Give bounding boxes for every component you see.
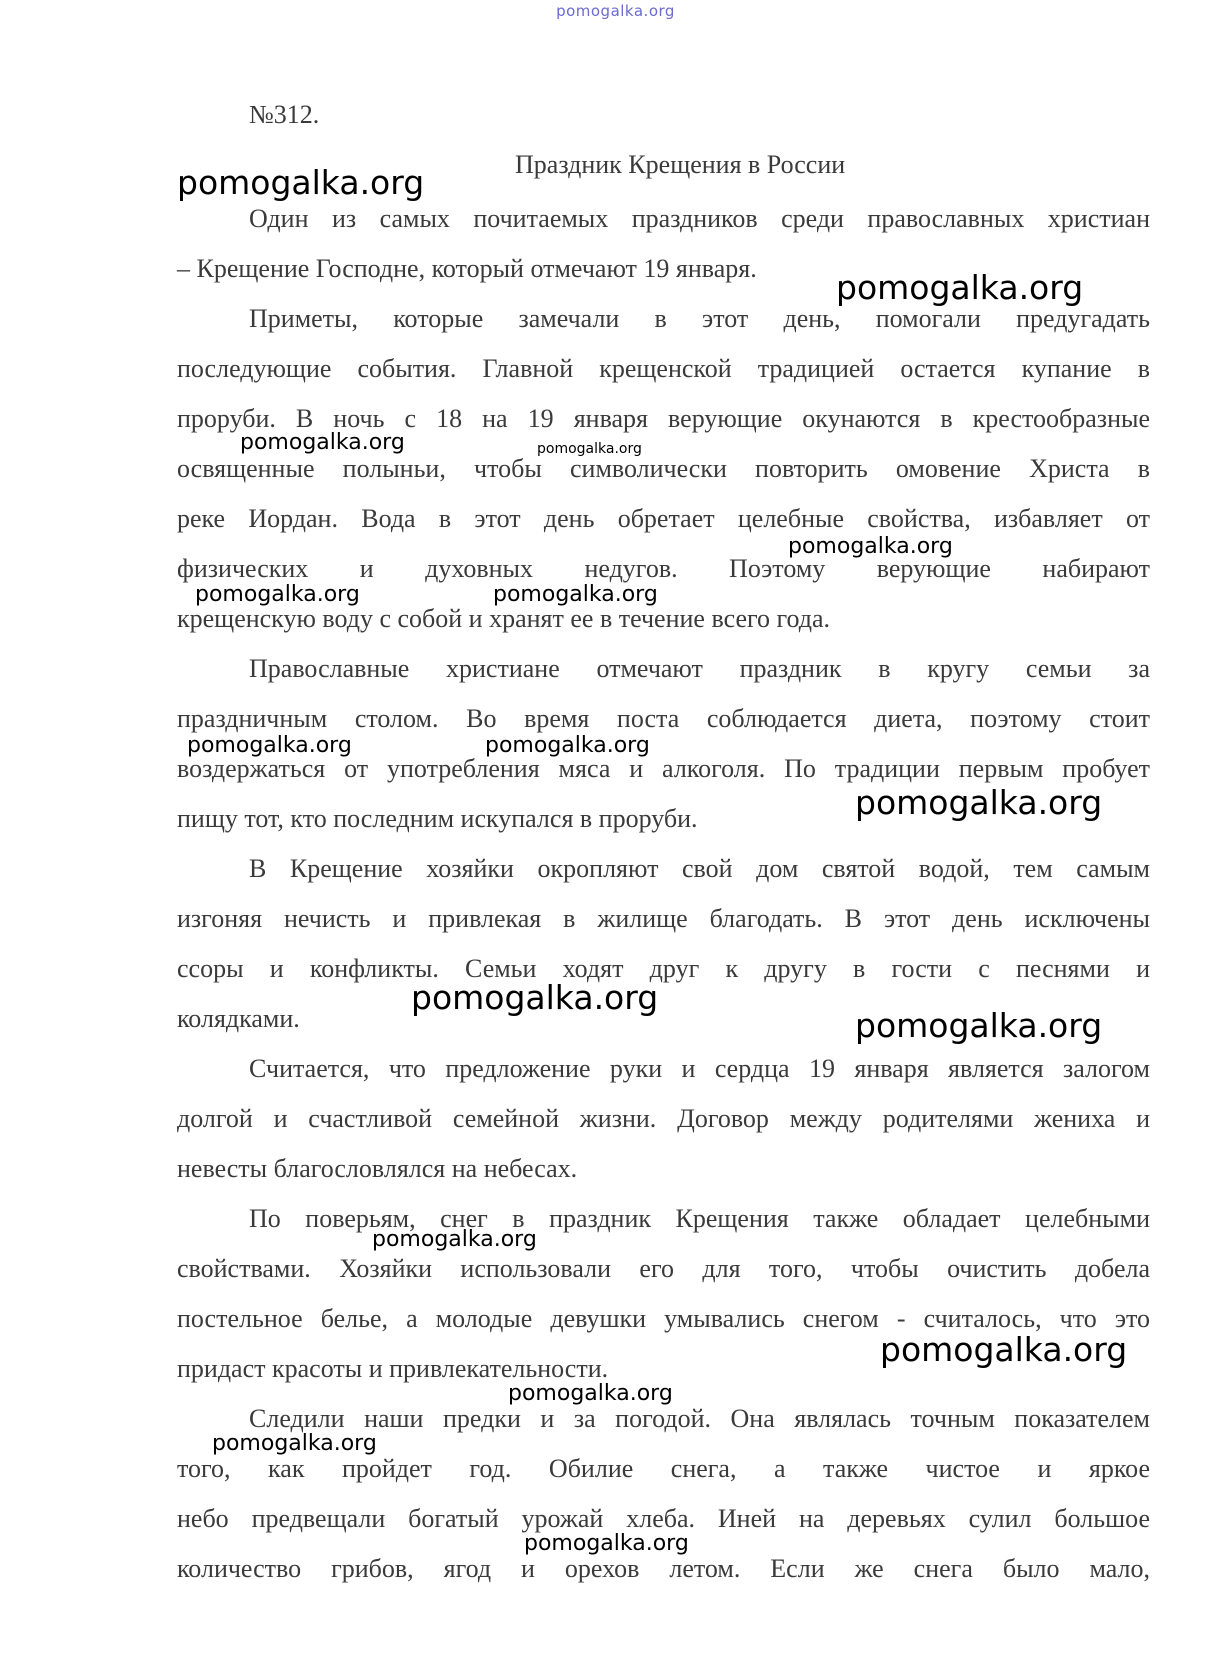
watermark-text: pomogalka.org [855,783,1103,822]
text-line: последующие события. Главной крещенской традицией остается купание в [177,354,1150,383]
watermark-text: pomogalka.org [788,534,953,559]
text-line: количество грибов, ягод и орехов летом. Если же снега было мало, [177,1554,1150,1583]
exercise-number: №312. [249,100,320,129]
text-line: праздничным столом. Во время поста соблюдается диета, поэтому стоит [177,704,1150,733]
watermark-text: pomogalka.org [524,1531,689,1556]
watermark-text: pomogalka.org [411,978,659,1017]
text-line: долгой и счастливой семейной жизни. Договор между родителями жениха и [177,1104,1150,1133]
watermark-text: pomogalka.org [195,582,360,607]
text-line: придаст красоты и привлекательности. [177,1354,609,1383]
watermark-text: pomogalka.org [493,582,658,607]
text-line: Приметы, которые замечали в этот день, помогали предугадать [249,304,1150,333]
text-line: реке Иордан. Вода в этот день обретает целебные свойства, избавляет от [177,504,1150,533]
text-line: ссоры и конфликты. Семьи ходят друг к другу в гости с песнями и [177,954,1150,983]
text-line: постельное белье, а молодые девушки умывались снегом - считалось, что это [177,1304,1150,1333]
watermark-text: pomogalka.org [240,430,405,455]
text-line: По поверьям, снег в праздник Крещения также обладает целебными [249,1204,1150,1233]
text-line: крещенскую воду с собой и хранят ее в течение всего года. [177,604,831,633]
text-line: пищу тот, кто последним искупался в проруби. [177,804,698,833]
text-line: Следили наши предки и за погодой. Она являлась точным показателем [249,1404,1150,1433]
watermark-text: pomogalka.org [537,441,642,457]
text-line: – Крещение Господне, который отмечают 19 января. [177,254,757,283]
watermark-text: pomogalka.org [485,733,650,758]
watermark-text: pomogalka.org [836,268,1084,307]
text-line: В Крещение хозяйки окропляют свой дом святой водой, тем самым [249,854,1150,883]
watermark-text: pomogalka.org [855,1006,1103,1045]
text-line: небо предвещали богатый урожай хлеба. Иней на деревьях сулил большое [177,1504,1150,1533]
text-line: освященные полыньи, чтобы символически повторить омовение Христа в [177,454,1150,483]
header-site-link[interactable]: pomogalka.org [556,2,675,20]
text-line: воздержаться от употребления мяса и алкоголя. По традиции первым пробует [177,754,1150,783]
text-line: невесты благословлялся на небесах. [177,1154,578,1183]
text-line: свойствами. Хозяйки использовали его для того, чтобы очистить добела [177,1254,1150,1283]
text-line: колядками. [177,1004,300,1033]
watermark-text: pomogalka.org [372,1227,537,1252]
watermark-text: pomogalka.org [212,1431,377,1456]
text-line: Один из самых почитаемых праздников среди православных христиан [249,204,1150,233]
document-title: Праздник Крещения в России [515,150,846,179]
watermark-text: pomogalka.org [177,163,425,202]
text-line: того, как пройдет год. Обилие снега, а также чистое и яркое [177,1454,1150,1483]
text-line: изгоняя нечисть и привлекая в жилище благодать. В этот день исключены [177,904,1150,933]
watermark-text: pomogalka.org [187,733,352,758]
watermark-text: pomogalka.org [508,1381,673,1406]
text-line: Считается, что предложение руки и сердца 19 января является залогом [249,1054,1150,1083]
text-line: проруби. В ночь с 18 на 19 января верующие окунаются в крестообразные [177,404,1150,433]
text-line: Православные христиане отмечают праздник в кругу семьи за [249,654,1150,683]
text-line: физических и духовных недугов. Поэтому верующие набирают [177,554,1150,583]
watermark-text: pomogalka.org [880,1330,1128,1369]
